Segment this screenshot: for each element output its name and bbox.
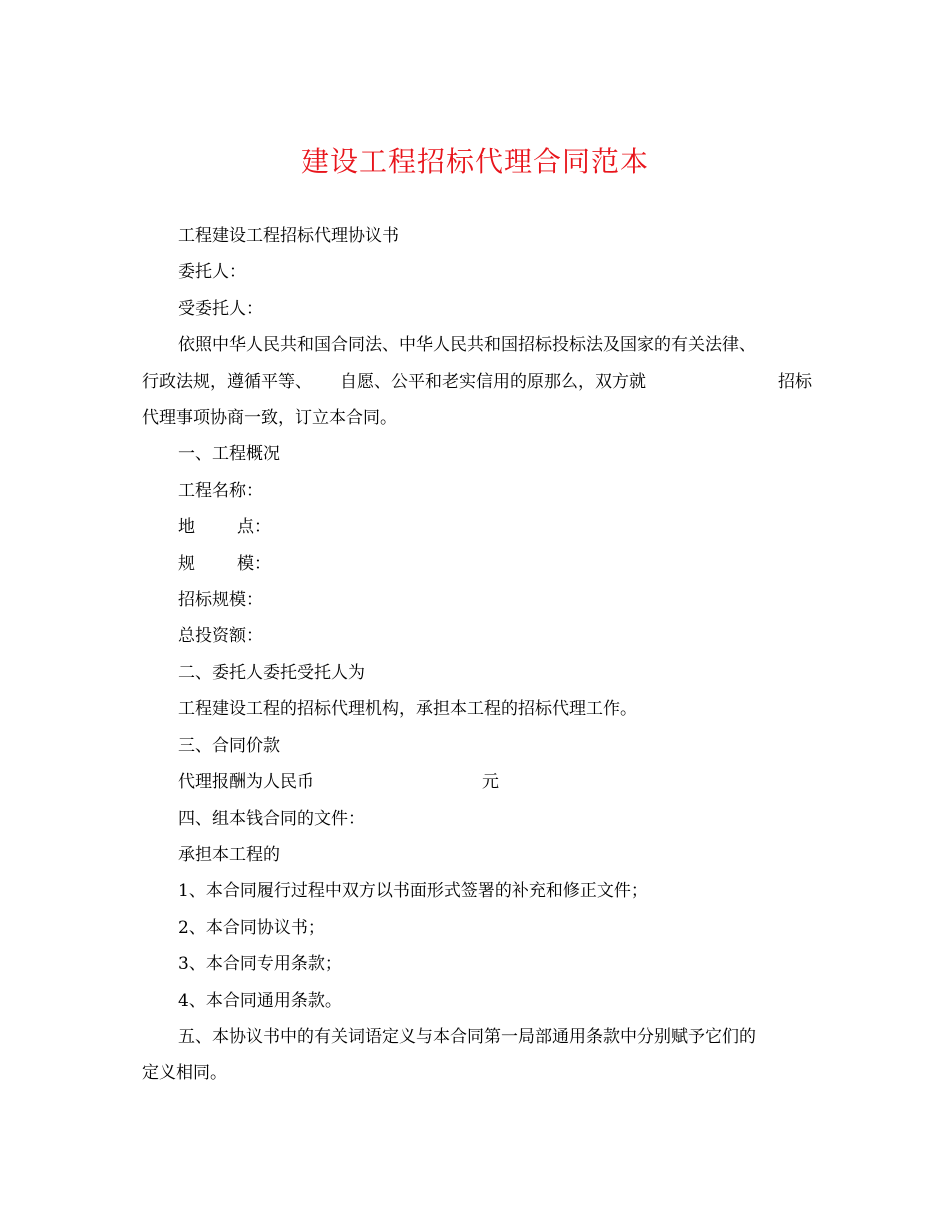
location-label-a: 地 — [178, 517, 195, 538]
intro-line-1: 依照中华人民共和国合同法、中华人民共和国招标投标法及国家的有关法律、 — [178, 335, 756, 356]
intro-line-3: 代理事项协商一致，订立本合同。 — [142, 408, 397, 429]
section-5-line-2: 定义相同。 — [142, 1063, 227, 1084]
intro-line-2-part-a: 行政法规，遵循平等、 — [142, 371, 312, 392]
project-name-line: 工程名称： — [178, 480, 263, 501]
agent-line: 受委托人： — [178, 298, 263, 319]
list-item-3: 3、本合同专用条款； — [178, 954, 342, 975]
list-item-4: 4、本合同通用条款。 — [178, 990, 342, 1011]
scale-line — [142, 546, 812, 582]
intro-line-2 — [142, 364, 812, 400]
intro-line-2-part-b: 自愿、公平和老实信用的原那么，双方就 — [340, 371, 646, 392]
section-5-line-1: 五、本协议书中的有关词语定义与本合同第一局部通用条款中分别赋予它们的 — [178, 1026, 756, 1047]
section-4-heading: 四、组本钱合同的文件： — [178, 808, 365, 829]
total-investment-line: 总投资额： — [178, 626, 263, 647]
document-title: 建设工程招标代理合同范本 — [300, 145, 649, 178]
document-body — [142, 218, 812, 1092]
section-4-body: 承担本工程的 — [178, 844, 280, 865]
client-line: 委托人： — [178, 262, 246, 283]
section-1-heading: 一、工程概况 — [178, 444, 280, 465]
section-3-heading: 三、合同价款 — [178, 735, 280, 756]
scale-label-b: 模： — [237, 553, 271, 574]
bid-scale-line: 招标规模： — [178, 590, 263, 611]
location-label-b: 点： — [237, 517, 271, 538]
section-2-heading: 二、委托人委托受托人为 — [178, 662, 365, 683]
list-item-2: 2、本合同协议书； — [178, 917, 325, 938]
fee-label: 代理报酬为人民币 — [178, 772, 314, 793]
list-item-1: 1、本合同履行过程中双方以书面形式签署的补充和修正文件； — [178, 881, 648, 902]
fee-unit: 元 — [482, 772, 499, 793]
agreement-title: 工程建设工程招标代理协议书 — [178, 226, 399, 246]
section-2-body: 工程建设工程的招标代理机构，承担本工程的招标代理工作。 — [178, 699, 637, 720]
fee-line — [142, 764, 812, 800]
scale-label-a: 规 — [178, 553, 195, 574]
location-line — [142, 509, 812, 545]
intro-line-2-part-c: 招标 — [778, 371, 812, 392]
